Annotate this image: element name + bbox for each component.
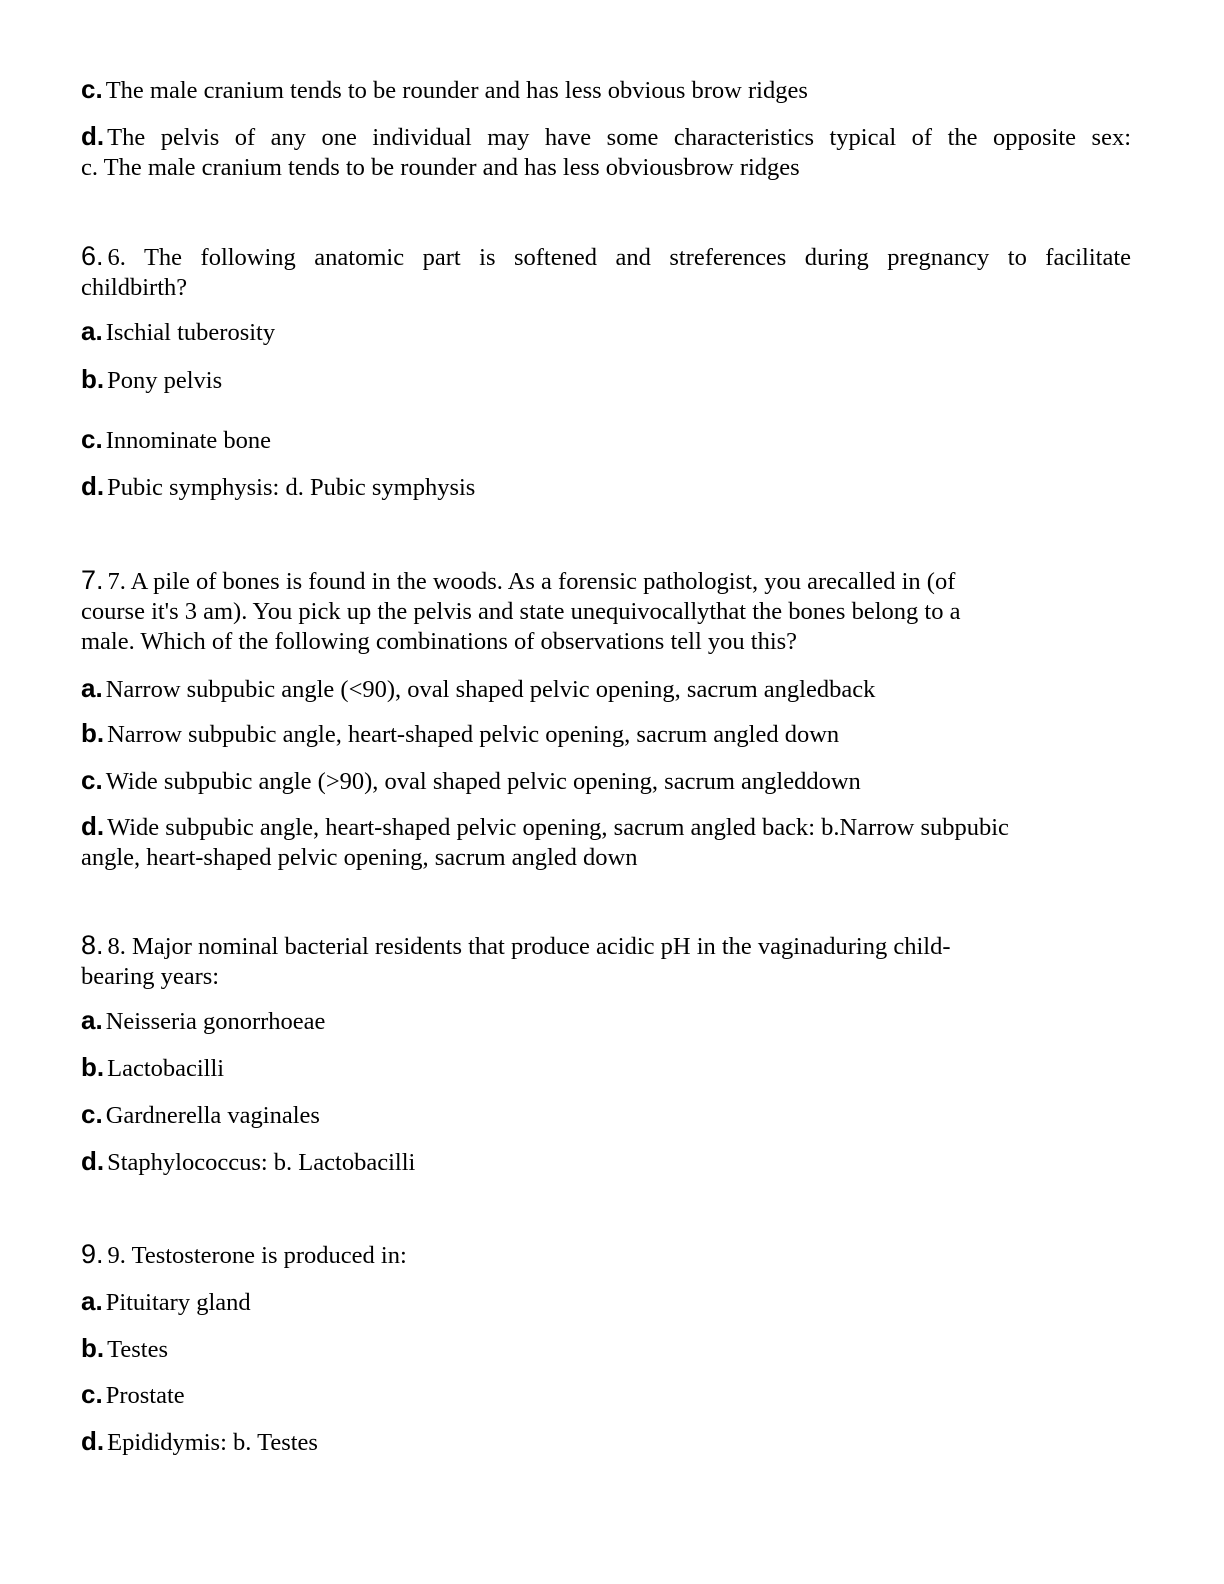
option-label: a.: [81, 316, 103, 346]
option-d-q6: [81, 471, 1131, 503]
question-8-cont: [81, 961, 1131, 992]
option-c-q9: [81, 1379, 1131, 1411]
answer-text: c. The male cranium tends to be rounder and has less obviousbrow ridges: [81, 154, 800, 181]
option-a-q8: [81, 1005, 1131, 1037]
option-d-q8: [81, 1146, 1131, 1178]
option-c-q6: [81, 424, 1131, 456]
question-text: 9. Testosterone is produced in:: [107, 1242, 407, 1269]
option-label: b.: [81, 364, 105, 394]
question-9: [81, 1239, 1131, 1271]
question-text: 8. Major nominal bacterial residents that produce acidic pH in the vaginaduring child-: [107, 933, 951, 960]
question-number: 6.: [81, 241, 104, 271]
option-text: Ischial tuberosity: [105, 319, 276, 346]
option-b-q9: [81, 1333, 1131, 1365]
question-number: 7.: [81, 565, 104, 595]
question-7-cont: [81, 596, 1131, 627]
option-text: Gardnerella vaginales: [105, 1102, 320, 1129]
option-text: The pelvis of any one individual may have some characteristics typical of the opposite sex:: [107, 124, 1131, 151]
option-label: b.: [81, 718, 105, 748]
question-7-cont: [81, 626, 1131, 657]
option-a-q7: [81, 673, 1131, 705]
option-label: a.: [81, 673, 103, 703]
option-label: c.: [81, 765, 103, 795]
answer-text: angle, heart-shaped pelvic opening, sacrum angled down: [81, 844, 638, 871]
option-text: Pony pelvis: [107, 367, 223, 394]
option-text: Prostate: [105, 1382, 185, 1409]
question-text: childbirth?: [81, 274, 188, 301]
question-6: [81, 241, 1131, 273]
question-number: 8.: [81, 930, 104, 960]
option-label: a.: [81, 1286, 103, 1316]
option-label: c.: [81, 1379, 103, 1409]
option-d-q9: [81, 1426, 1131, 1458]
option-label: c.: [81, 424, 103, 454]
option-b-q7: [81, 718, 1131, 750]
option-text: Epididymis: b. Testes: [107, 1429, 318, 1456]
option-c-q7: [81, 765, 1131, 797]
option-text: Pubic symphysis: d. Pubic symphysis: [107, 474, 476, 501]
option-label: b.: [81, 1052, 105, 1082]
option-label: c.: [81, 1099, 103, 1129]
option-c-q8: [81, 1099, 1131, 1131]
option-label: c.: [81, 74, 103, 104]
option-text: Staphylococcus: b. Lactobacilli: [107, 1149, 416, 1176]
option-text: The male cranium tends to be rounder and has less obvious brow ridges: [105, 77, 808, 104]
question-text: male. Which of the following combinations of observations tell you this?: [81, 628, 798, 655]
option-label: d.: [81, 1146, 105, 1176]
answer-q7: [81, 842, 1131, 873]
option-b-q8: [81, 1052, 1131, 1084]
option-text: Lactobacilli: [107, 1055, 225, 1082]
option-d-q7: [81, 811, 1131, 843]
option-label: d.: [81, 471, 105, 501]
option-label: a.: [81, 1005, 103, 1035]
option-b-q6: [81, 364, 1131, 396]
option-a-q6: [81, 316, 1131, 348]
option-text: Narrow subpubic angle, heart-shaped pelvic opening, sacrum angled down: [107, 721, 840, 748]
option-text: Pituitary gland: [105, 1289, 251, 1316]
question-text: bearing years:: [81, 963, 220, 990]
option-c-q5: [81, 74, 1131, 106]
option-text: Testes: [107, 1336, 168, 1363]
option-label: d.: [81, 121, 105, 151]
question-text: 6. The following anatomic part is softened and streferences during pregnancy to facilitate: [107, 244, 1131, 271]
answer-q5: [81, 152, 1131, 183]
option-label: d.: [81, 1426, 105, 1456]
option-a-q9: [81, 1286, 1131, 1318]
option-text: Neisseria gonorrhoeae: [105, 1008, 326, 1035]
question-number: 9.: [81, 1239, 104, 1269]
question-text: course it's 3 am). You pick up the pelvis and state unequivocallythat the bones belong to a: [81, 598, 961, 625]
question-6-cont: [81, 272, 1131, 303]
option-label: b.: [81, 1333, 105, 1363]
option-text: Innominate bone: [105, 427, 272, 454]
question-7: [81, 565, 1131, 597]
question-8: [81, 930, 1131, 962]
option-d-q5: [81, 121, 1131, 153]
option-text: Wide subpubic angle, heart-shaped pelvic opening, sacrum angled back: b.Narrow subpubic: [107, 814, 1009, 841]
option-text: Wide subpubic angle (>90), oval shaped pelvic opening, sacrum angleddown: [105, 768, 861, 795]
question-text: 7. A pile of bones is found in the woods. As a forensic pathologist, you arecalled in (of: [107, 568, 956, 595]
option-text: Narrow subpubic angle (<90), oval shaped pelvic opening, sacrum angledback: [105, 676, 876, 703]
option-label: d.: [81, 811, 105, 841]
